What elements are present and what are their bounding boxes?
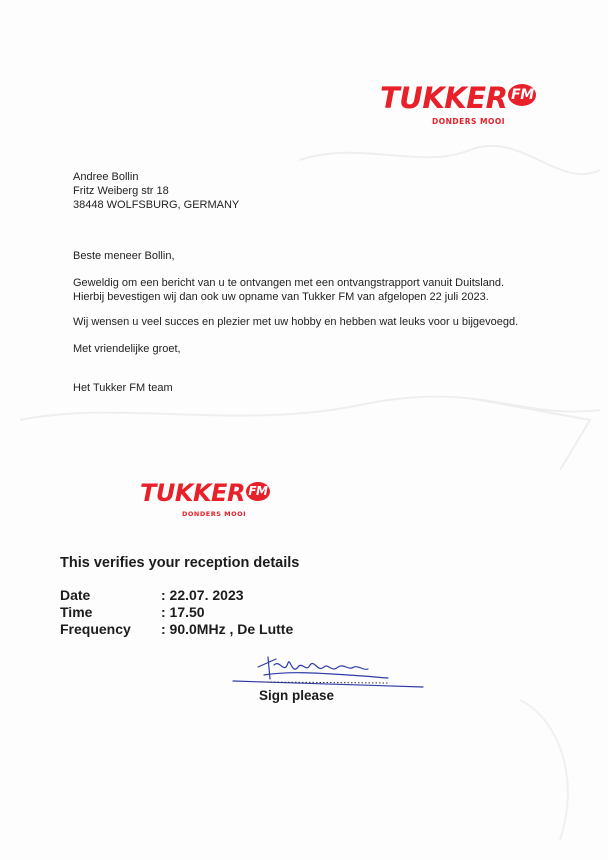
letter-paragraph-1-line-2: Hierbij bevestigen wij dan ook uw opname van Tukker FM van afgelopen 22 juli 2023. bbox=[73, 291, 489, 303]
letter-greeting: Beste meneer Bollin, bbox=[73, 250, 175, 262]
tukker-fm-logo-top bbox=[380, 82, 548, 130]
sign-please-label: Sign please bbox=[259, 688, 335, 703]
address-city: 38448 WOLFSBURG, GERMANY bbox=[73, 199, 240, 211]
time-label: Time bbox=[60, 604, 93, 620]
logo-tagline: DONDERS MOOI bbox=[182, 510, 247, 518]
time-value: : 17.50 bbox=[161, 604, 205, 620]
frequency-label: Frequency bbox=[60, 621, 131, 637]
logo-word: TUKKER bbox=[380, 81, 508, 115]
frequency-value: : 90.0MHz , De Lutte bbox=[161, 621, 294, 637]
address-name: Andree Bollin bbox=[73, 171, 139, 183]
handwritten-signature bbox=[228, 645, 428, 693]
logo-tagline: DONDERS MOOI bbox=[432, 117, 506, 126]
verification-title: This verifies your reception details bbox=[60, 555, 300, 571]
letter-paragraph-2: Wij wensen u veel succes en plezier met uw hobby en hebben wat leuks voor u bijgevoegd. bbox=[73, 316, 519, 328]
letter-paragraph-1-line-1: Geweldig om een bericht van u te ontvangen met een ontvangstrapport vanuit Duitsland. bbox=[73, 277, 505, 289]
logo-word: TUKKER bbox=[140, 479, 245, 507]
logo-fm-badge: FM bbox=[246, 482, 270, 501]
logo-fm-badge: FM bbox=[508, 84, 536, 106]
date-value: : 22.07. 2023 bbox=[161, 587, 244, 603]
tukker-fm-logo-middle bbox=[140, 480, 280, 522]
date-label: Date bbox=[60, 587, 91, 603]
letter-signoff: Het Tukker FM team bbox=[73, 382, 173, 394]
letter-closing: Met vriendelijke groet, bbox=[73, 343, 181, 355]
address-street: Fritz Weiberg str 18 bbox=[73, 185, 169, 197]
